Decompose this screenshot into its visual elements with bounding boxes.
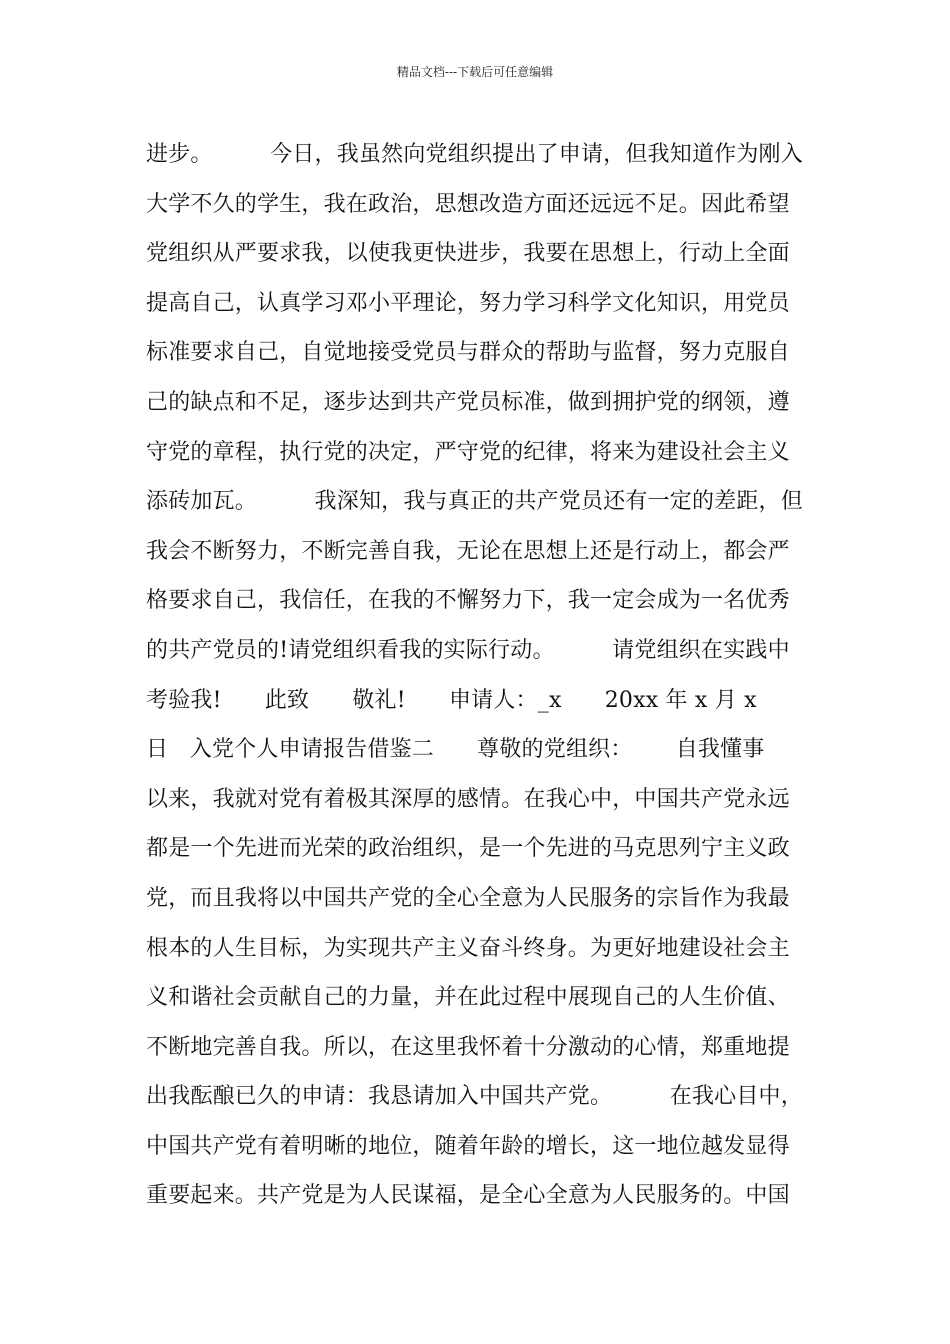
body-line: 进步。 今日，我虽然向党组织提出了申请，但我知道作为刚入 <box>146 142 803 167</box>
body-line: 根本的人生目标，为实现共产主义奋斗终身。为更好地建设社会主 <box>146 935 790 961</box>
document-header: 精品文档---下载后可任意编辑 <box>396 65 554 79</box>
body-line: 以来，我就对党有着极其深厚的感情。在我心中，中国共产党永远 <box>146 786 790 812</box>
body-line: 提高自己，认真学习邓小平理论，努力学习科学文化知识，用党员 <box>146 290 790 316</box>
body-line: 考验我! 此致 敬礼! 申请人：_x 20xx 年 x 月 x <box>146 687 757 713</box>
body-line: 的共产党员的!请党组织看我的实际行动。 请党组织在实践中 <box>146 637 790 663</box>
document-body <box>146 130 846 1221</box>
body-line: 重要起来。共产党是为人民谋福，是全心全意为人民服务的。中国 <box>146 1183 790 1209</box>
body-line: 格要求自己，我信任，在我的不懈努力下，我一定会成为一名优秀 <box>146 588 790 614</box>
body-line: 标准要求自己，自觉地接受党员与群众的帮助与监督，努力克服自 <box>146 340 790 366</box>
body-line: 不断地完善自我。所以，在这里我怀着十分激动的心情，郑重地提 <box>146 1034 790 1060</box>
body-line: 添砖加瓦。 我深知，我与真正的共产党员还有一定的差距，但 <box>146 489 803 515</box>
body-line: 党组织从严要求我，以使我更快进步，我要在思想上，行动上全面 <box>146 241 790 267</box>
body-line: 中国共产党有着明晰的地位，随着年龄的增长，这一地位越发显得 <box>146 1133 790 1159</box>
body-line: 都是一个先进而光荣的政治组织，是一个先进的马克思列宁主义政 <box>146 836 790 862</box>
body-line: 我会不断努力，不断完善自我，无论在思想上还是行动上，都会严 <box>146 538 790 564</box>
body-line: 日 入党个人申请报告借鉴二 尊敬的党组织： 自我懂事 <box>146 737 765 763</box>
body-line: 守党的章程，执行党的决定，严守党的纪律，将来为建设社会主义 <box>146 439 790 465</box>
body-line: 出我酝酿已久的申请：我恳请加入中国共产党。 在我心目中， <box>146 1084 803 1110</box>
body-line: 大学不久的学生，我在政治，思想改造方面还远远不足。因此希望 <box>146 191 790 217</box>
body-line: 党，而且我将以中国共产党的全心全意为人民服务的宗旨作为我最 <box>146 885 790 911</box>
body-line: 己的缺点和不足，逐步达到共产党员标准，做到拥护党的纲领，遵 <box>146 389 790 415</box>
body-line: 义和谐社会贡献自己的力量，并在此过程中展现自己的人生价值、 <box>146 985 790 1011</box>
